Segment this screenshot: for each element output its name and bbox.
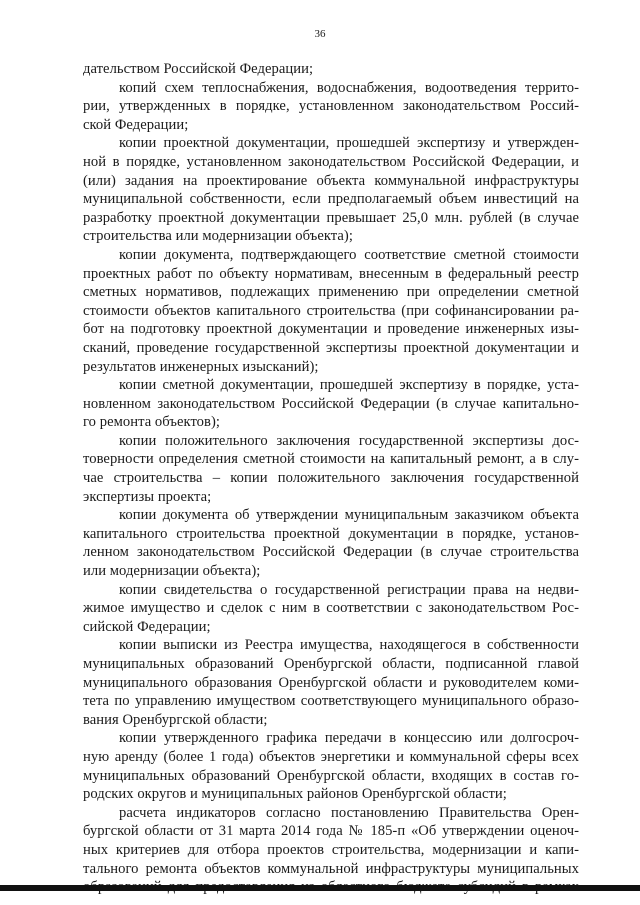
text-line: копии положительного заключения государственной экспертизы дос- [119,432,579,449]
text-line: бургской области от 31 марта 2014 года № 185-п «Об утверждении оценоч- [83,823,579,840]
text-line: (или) задания на проектирование объекта коммунальной инфраструктуры [83,172,579,189]
page-bottom-rule [0,885,640,891]
text-line: копии свидетельства о государственной регистрации права на недви- [119,581,579,598]
text-line: экспертизы проекта; [83,488,212,505]
text-line: муниципального образования Оренбургской области и руководителем коми- [83,674,579,691]
text-line: ской Федерации; [83,116,189,133]
document-body [83,60,579,897]
text-line: сийской Федерации; [83,618,211,635]
text-line: капитального строительства проектной документации в порядке, установ- [83,525,579,542]
text-line: бот на подготовку проектной документации и проведение инженерных изы- [83,321,579,338]
text-line: проектных работ по объекту нормативам, внесенным в федеральный реестр [83,265,579,282]
text-line: разработку проектной документации превышает 25,0 млн. рублей (в случае [83,209,579,226]
text-line: строительства или модернизации объекта); [83,228,353,245]
text-line: копий схем теплоснабжения, водоснабжения, водоотведения террито- [119,79,579,96]
text-line: ленном законодательством Российской Федерации (в случае строительства [83,544,579,561]
text-line: копии сметной документации, прошедшей экспертизу в порядке, уста- [119,377,579,394]
page-number: 36 [314,28,326,40]
text-line: копии документа об утверждении муниципальным заказчиком объекта [119,507,579,524]
text-line: стоимости объектов капитального строительства (при софинансировании ра- [83,302,579,319]
text-line: копии проектной документации, прошедшей экспертизу и утвержден- [119,135,579,152]
text-line: родских округов и муниципальных районов Оренбургской области; [83,786,507,803]
text-line: ной в порядке, установленном законодательством Российской Федерации, и [83,153,579,170]
text-line: результатов инженерных изысканий); [83,358,319,375]
text-line: копии выписки из Реестра имущества, находящегося в собственности [119,637,579,654]
text-line: расчета индикаторов согласно постановлению Правительства Орен- [119,804,579,821]
text-line: муниципальных образований Оренбургской области, входящих в состав го- [83,767,579,784]
text-line: рии, утвержденных в порядке, установленном законодательством Россий- [83,98,579,115]
text-line: сканий, проведение государственной экспертизы проектной документации и [83,339,579,356]
text-line: копии документа, подтверждающего соответствие сметной стоимости [119,246,579,263]
text-line: дательством Российской Федерации; [83,61,314,77]
text-line: вания Оренбургской области; [83,711,268,728]
text-line: новленном законодательством Российской Федерации (в случае капитально- [83,395,579,412]
text-line: муниципальных образований Оренбургской области, подписанной главой [83,656,579,672]
text-line: чае строительства – копии положительного заключения государственной [83,470,579,487]
text-line: ных критериев для отбора проектов строительства, модернизации и капи- [83,841,579,858]
text-line: тального ремонта объектов коммунальной инфраструктуры муниципальных [83,860,579,877]
text-line: тета по управлению имуществом соответствующего муниципального образо- [83,693,579,710]
text-line: го ремонта объектов); [83,414,220,431]
text-line: муниципальной собственности, если предполагаемый объем инвестиций на [83,191,579,208]
text-line: копии утвержденного графика передачи в концессию или долгосроч- [119,730,579,747]
text-line: товерности определения сметной стоимости на капитальный ремонт, а в слу- [83,451,579,468]
text-line: или модернизации объекта); [83,563,261,580]
text-line: сметных нормативов, подлежащих применению при определении сметной [83,284,579,301]
text-line: ную аренду (более 1 года) объектов энергетики и коммунальной сферы всех [83,748,579,765]
text-line: жимое имущество и сделок с ним в соответствии с законодательством Рос- [83,600,579,617]
